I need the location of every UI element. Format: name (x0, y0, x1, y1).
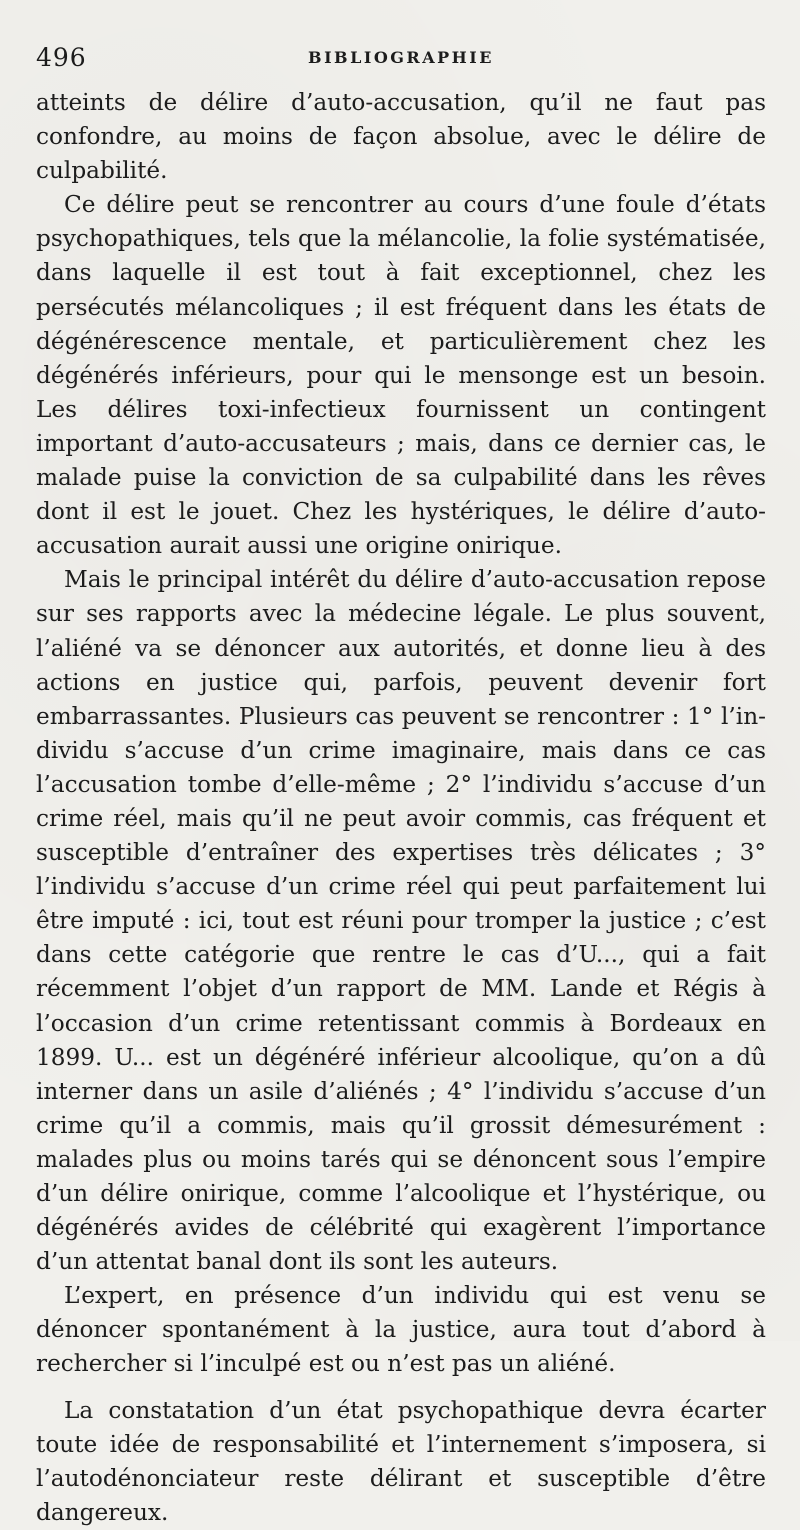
running-title: BIBLIOGRAPHIE (308, 48, 494, 67)
running-head (36, 36, 766, 80)
paragraph: La constatation d’un état psychopathique devra écarter toute idée de responsabilité et l’internement s’imposera, si l’autodénonciateur reste délirant et susceptible d’être dangereux. (36, 1396, 766, 1526)
paragraph: L’expert, en présence d’un individu qui est venu se dénoncer spontanément à la justice, aura tout d’abord à rechercher si l’inculpé est ou n’est pas un aliéné. (36, 1282, 766, 1378)
body-text (36, 86, 766, 1530)
paragraph: Ce délire peut se rencontrer au cours d’une foule d’états psychopathiques, tels que la mélancolie, la folie systématisée, dans laquelle il est tout à fait exceptionnel, chez les persécutés mélancoliques ; il est fréquent dans les états de dégénérescence mentale, et particulièrement chez les dégénérés inférieurs, pour qui le mensonge est un besoin. Les délires toxi-infectieux fournissent un contingent important d’auto-accusateurs ; mais, dans ce dernier cas, le malade puise la conviction de sa culpabilité dans les rêves dont il est le jouet. Chez les hystériques, le délire d’auto-accusation aurait aussi une origine onirique. (36, 191, 766, 560)
paragraph: Mais le principal intérêt du délire d’auto-accusation repose sur ses rapports avec la médecine légale. Le plus souvent, l’aliéné va se dénoncer aux autorités, et donne lieu à des actions en justice qui, parfois, peuvent devenir fort embarrassantes. Plusieurs cas peuvent se rencontrer : 1° l’individu s’accuse d’un crime imaginaire, mais dans ce cas l’accusation tombe d’elle-même ; 2° l’individu s’accuse d’un crime réel, mais qu’il ne peut avoir commis, cas fréquent et susceptible d’entraîner des expertises très délicates ; 3° l’individu s’accuse d’un crime réel qui peut parfaitement lui être imputé : ici, tout est réuni pour tromper la justice ; c’est dans cette catégorie que rentre le cas d’U..., qui a fait récemment l’objet d’un rapport de MM. Lande et Régis à l’occasion d’un crime retentissant commis à Bordeaux en 1899. U... est un dégénéré inférieur alcoolique, qu’on a dû interner dans un asile d’aliénés ; 4° l’individu s’accuse d’un crime qu’il a commis, mais qu’il grossit démesurément : malades plus ou moins tarés qui se dénoncent sous l’empire d’un délire onirique, comme l’alcoolique et l’hystérique, ou dégénérés avides de célébrité qui exagèrent l’importance d’un attentat banal dont ils sont les auteurs. (36, 566, 766, 1276)
page-number: 496 (36, 43, 87, 72)
paragraph-continued: atteints de délire d’auto-accusation, qu’il ne faut pas confondre, au moins de façon absolue, avec le délire de culpabilité. (36, 89, 766, 185)
